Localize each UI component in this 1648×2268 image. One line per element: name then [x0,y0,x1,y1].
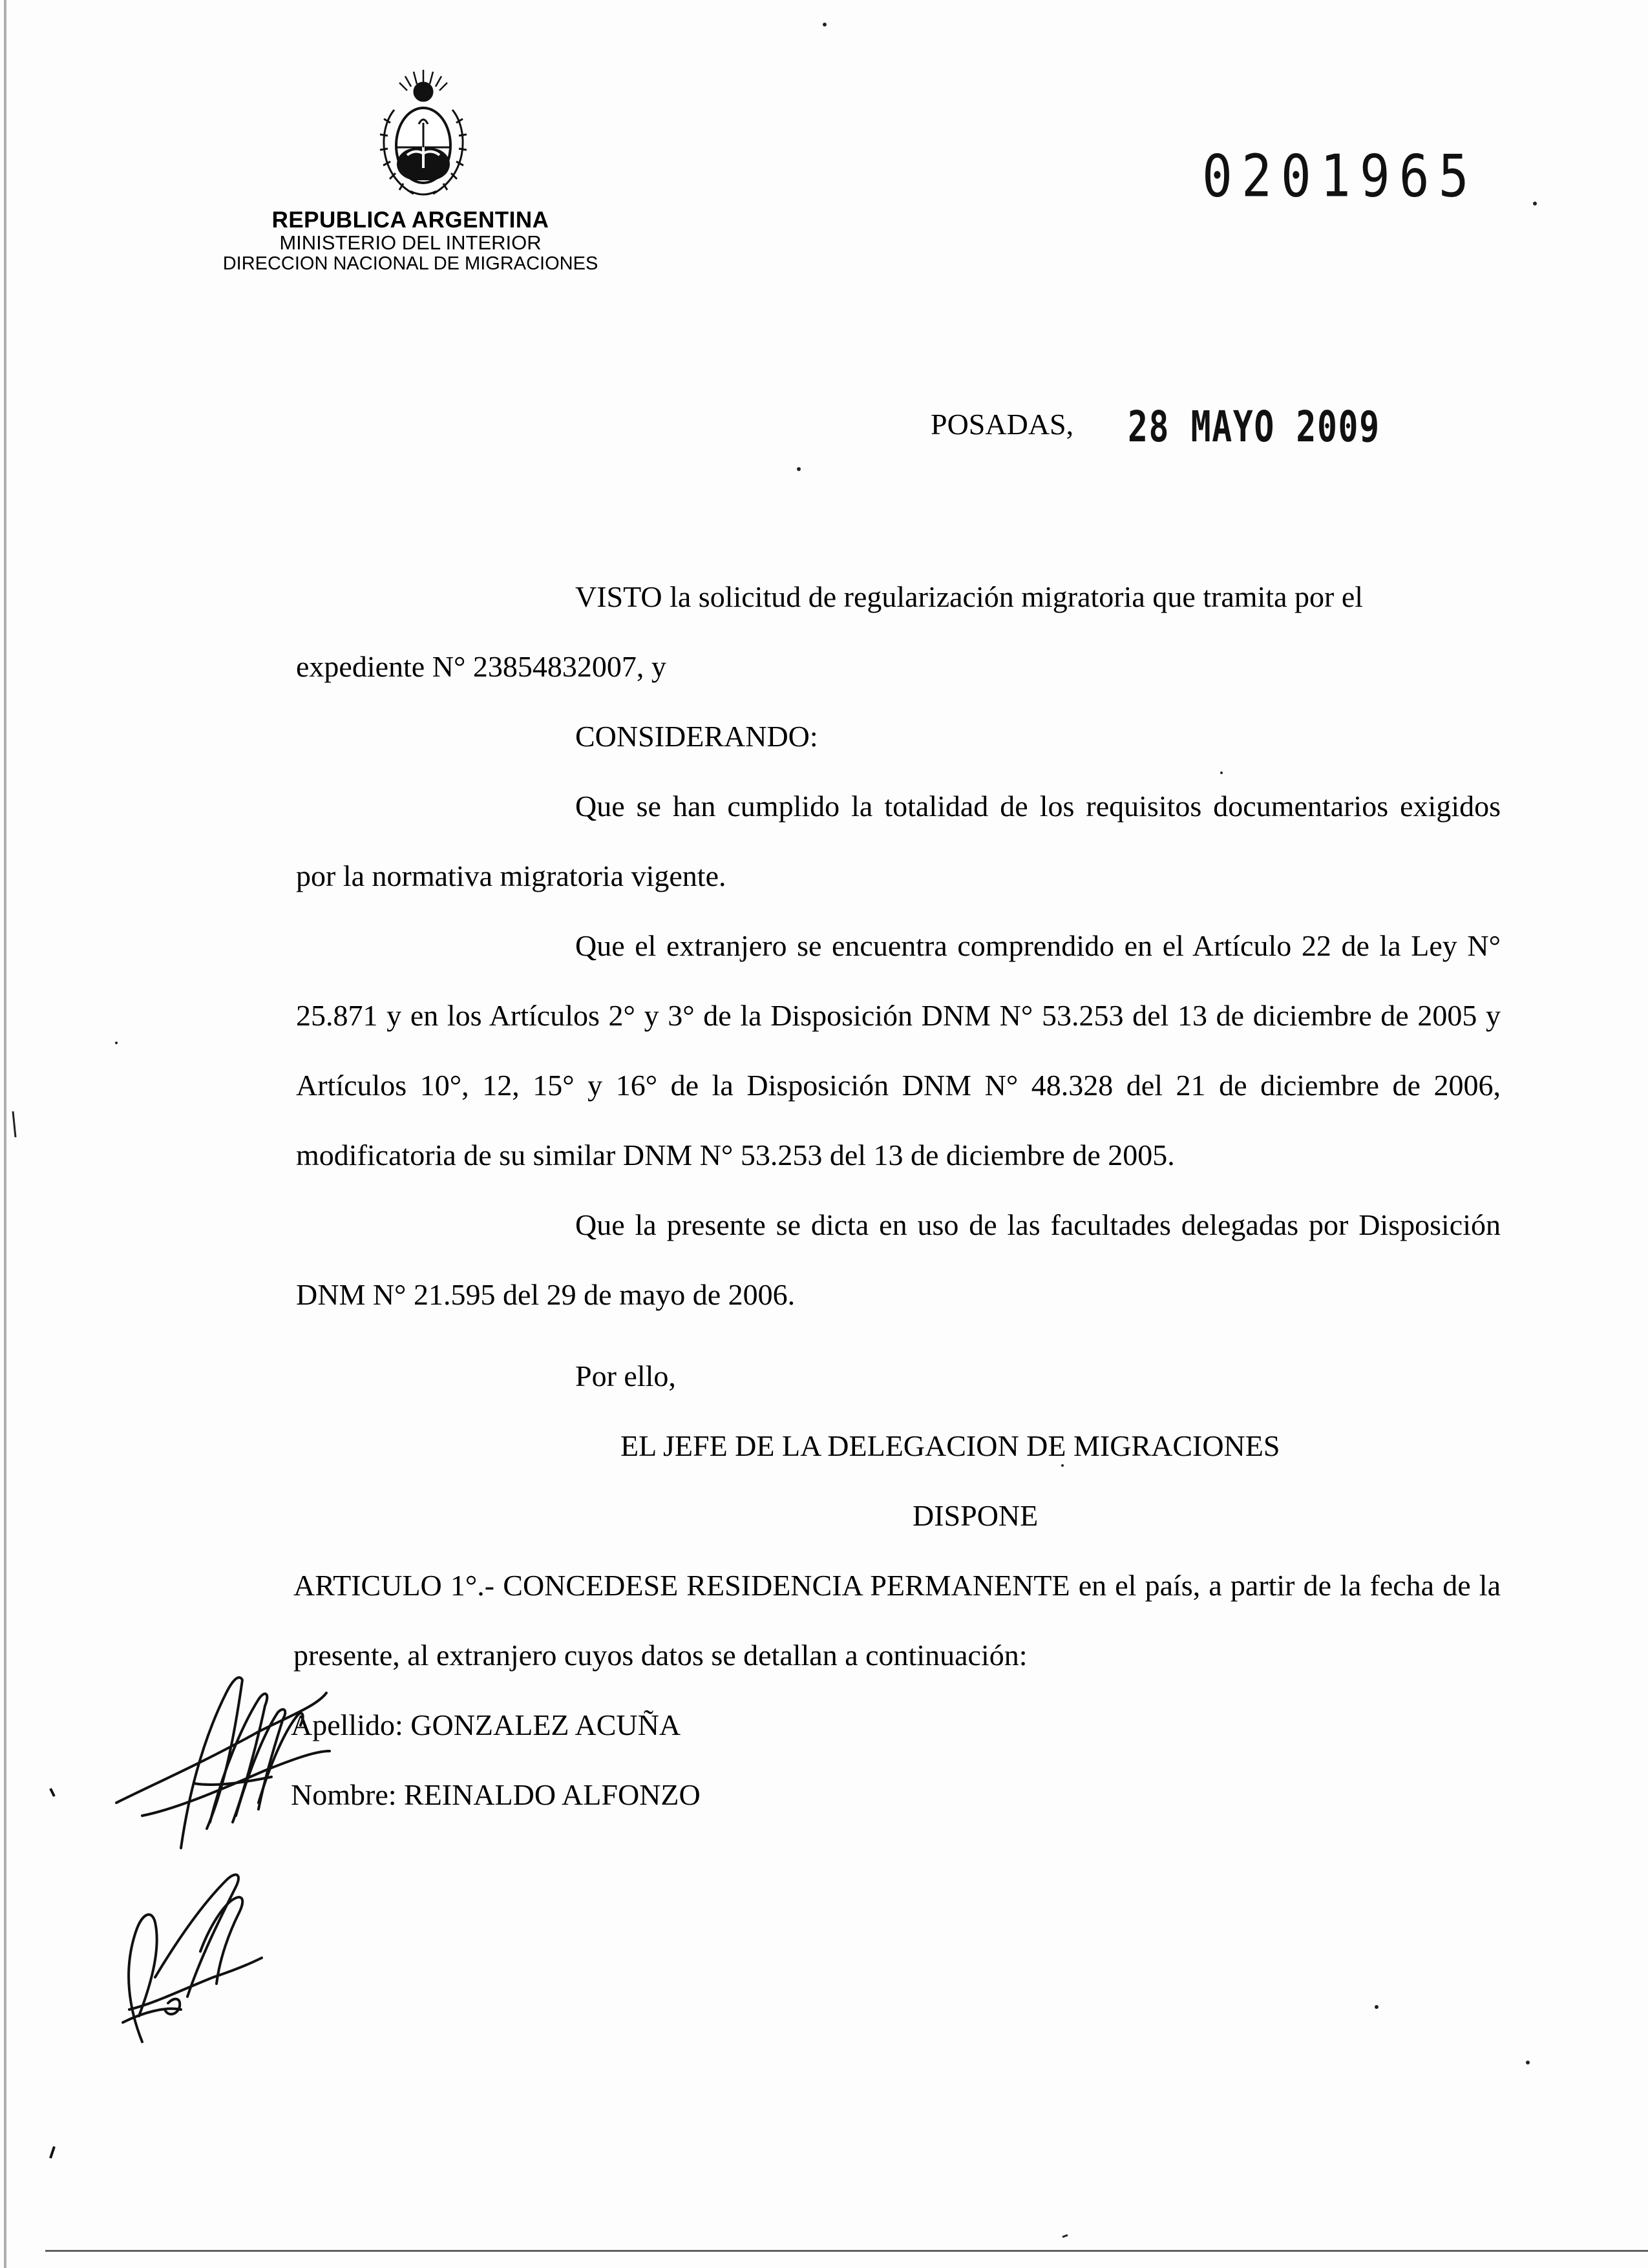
date-stamp: 28 MAYO 2009 [1128,402,1380,452]
handwritten-initials-icon [103,1848,271,2055]
nombre-field: Nombre: REINALDO ALFONZO [291,1778,701,1811]
visto-line-2: expediente N° 23854832007, y [296,650,666,683]
dispone-heading: DISPONE [913,1499,1039,1532]
letterhead-ministry: MINISTERIO DEL INTERIOR [279,231,542,254]
document-number-stamp: 0201965 [1202,143,1478,211]
articulo-1: ARTICULO 1°.- CONCEDESE RESIDENCIA PERMANENTE en el país, a partir de la fecha de la presente, al extranjero cuyos datos se detallan a continuación: [293,1569,1501,1672]
scan-edge-left [4,0,6,2268]
handwritten-signature-icon [103,1654,343,1867]
issuing-authority: EL JEFE DE LA DELEGACION DE MIGRACIONES [620,1429,1280,1462]
considerando-paragraph-3: Que la presente se dicta en uso de las facultades delegadas por Disposición DNM N° 21.595 del 29 de mayo de 2006. [296,1208,1501,1311]
por-ello: Por ello, [575,1360,676,1392]
apellido-field: Apellido: GONZALEZ ACUÑA [291,1708,681,1741]
considerando-paragraph-1: Que se han cumplido la totalidad de los requisitos documentarios exigidos por la normativa migratoria vigente. [296,790,1501,892]
letterhead [142,208,679,274]
considerando-paragraph-2: Que el extranjero se encuentra comprendido en el Artículo 22 de la Ley N° 25.871 y en los Artículos 2° y 3° de la Disposición DNM N° 53.253 del 13 de diciembre de 2005 y Artículos 10°, 12, 15° y 16° de la Disposición DNM N° 48.328 del 21 de diciembre de 2006, modificatoria de su similar DNM N° 53.253 del 13 de diciembre de 2005. [296,929,1501,1171]
coat-of-arms-icon [368,65,478,204]
document-body [291,562,1501,1830]
visto-line-1: VISTO la solicitud de regularización migratoria que tramita por el [575,580,1364,613]
letterhead-office: DIRECCION NACIONAL DE MIGRACIONES [222,253,598,274]
scan-edge-bottom [45,2250,1648,2252]
considerando-heading: CONSIDERANDO: [575,720,818,753]
place-label: POSADAS, [931,408,1074,441]
letterhead-country: REPUBLICA ARGENTINA [271,207,549,233]
